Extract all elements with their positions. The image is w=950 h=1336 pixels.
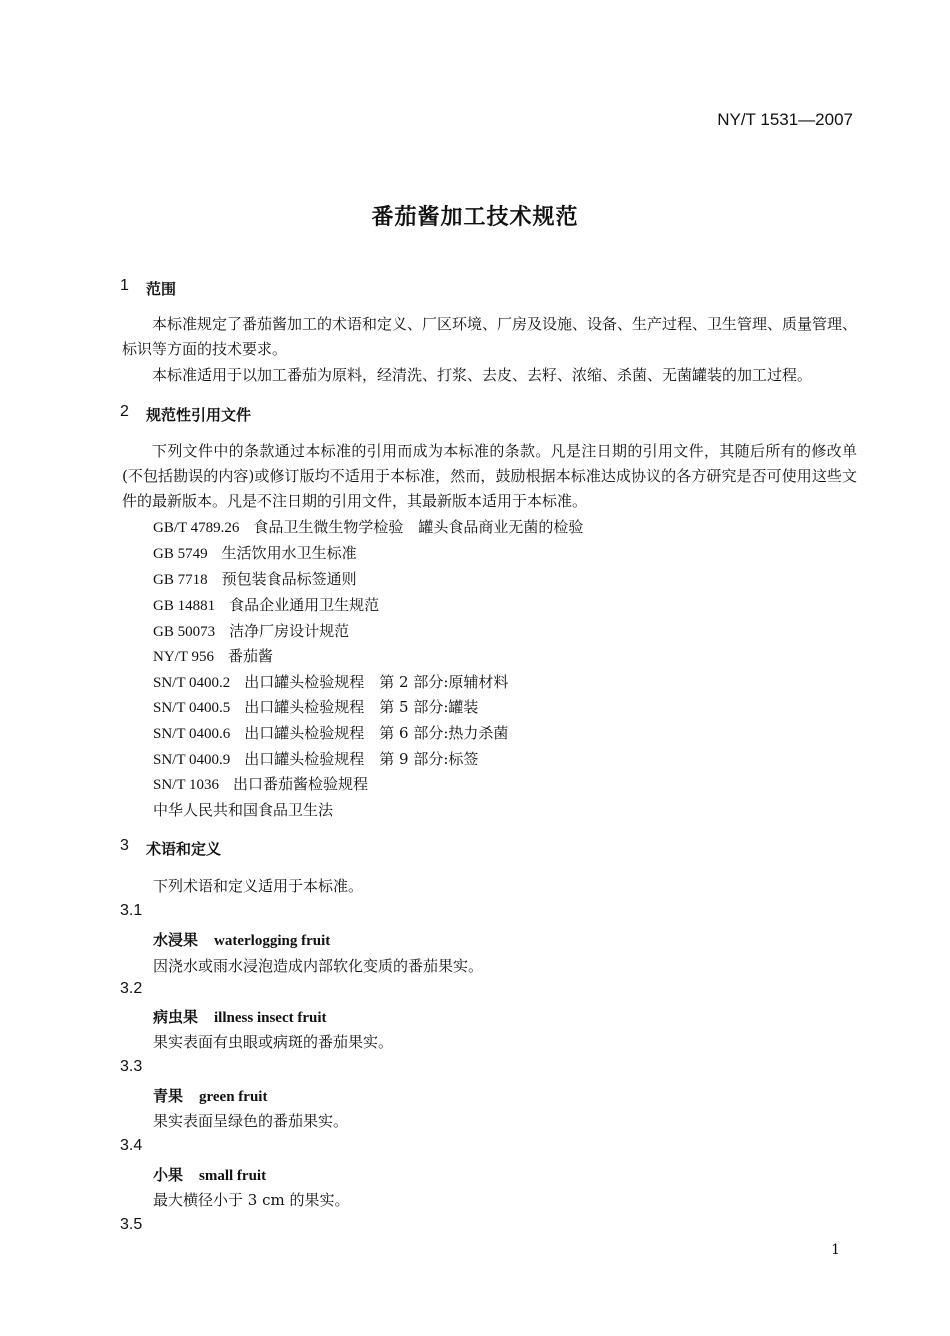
term-definition: 果实表面有虫眼或病斑的番茄果实。 xyxy=(153,1033,394,1051)
section-2-title: 规范性引用文件 xyxy=(146,406,252,424)
reference-law: 中华人民共和国食品卫生法 xyxy=(153,801,334,819)
reference-item xyxy=(153,773,368,794)
reference-item xyxy=(153,516,583,537)
document-title: 番茄酱加工技术规范 xyxy=(371,205,579,230)
reference-name: 食品卫生微生物学检验 罐头食品商业无菌的检验 xyxy=(253,518,584,536)
term-english: waterlogging fruit xyxy=(214,933,331,949)
reference-code: GB/T 4789.26 xyxy=(153,520,240,536)
section-1-paragraph-1: 本标准规定了番茄酱加工的术语和定义、厂区环境、厂房及设施、设备、生产过程、卫生管理、质量管理、标识等方面的技术要求。 xyxy=(122,315,858,358)
reference-name: 出口罐头检验规程 第 5 部分:罐装 xyxy=(244,698,479,716)
clause-number: 3.3 xyxy=(120,1058,143,1075)
reference-name: 出口罐头检验规程 第 2 部分:原辅材料 xyxy=(244,673,509,691)
section-1-number: 1 xyxy=(120,277,129,294)
term-english: illness insect fruit xyxy=(214,1010,327,1026)
section-3-number: 3 xyxy=(120,837,129,854)
reference-item xyxy=(153,620,349,641)
term-definition: 果实表面呈绿色的番茄果实。 xyxy=(153,1112,349,1130)
page-number: 1 xyxy=(831,1242,840,1258)
clause-number: 3.5 xyxy=(120,1216,143,1233)
clause-number: 3.2 xyxy=(120,980,143,997)
reference-code: GB 5749 xyxy=(153,546,208,562)
term-heading xyxy=(153,1085,267,1106)
section-2-number: 2 xyxy=(120,403,129,420)
reference-name: 洁净厂房设计规范 xyxy=(229,622,350,640)
term-definition: 最大横径小于 3 cm 的果实。 xyxy=(153,1191,350,1209)
reference-name: 出口罐头检验规程 第 9 部分:标签 xyxy=(244,750,479,768)
reference-code: SN/T 1036 xyxy=(153,777,219,793)
reference-item xyxy=(153,645,273,666)
term-heading xyxy=(153,1006,327,1027)
term-heading xyxy=(153,929,330,950)
section-3-intro: 下列术语和定义适用于本标准。 xyxy=(153,877,364,895)
section-2-paragraph: 下列文件中的条款通过本标准的引用而成为本标准的条款。凡是注日期的引用文件，其随后所有的修改单(不包括勘误的内容)或修订版均不适用于本标准，然而，鼓励根据本标准达成协议的各方研究是否可使用这些文件的最新版本。凡是不注日期的引用文件，其最新版本适用于本标准。 xyxy=(122,442,857,510)
term-chinese: 水浸果 xyxy=(153,931,199,949)
section-1-title: 范围 xyxy=(146,280,177,298)
section-1-paragraph-2: 本标准适用于以加工番茄为原料，经清洗、打浆、去皮、去籽、浓缩、杀菌、无菌罐装的加工过程。 xyxy=(152,366,813,384)
reference-item xyxy=(153,542,357,563)
reference-item xyxy=(153,722,508,743)
reference-name: 生活饮用水卫生标准 xyxy=(221,544,357,562)
term-definition: 因浇水或雨水浸泡造成内部软化变质的番茄果实。 xyxy=(153,957,484,975)
reference-code: GB 50073 xyxy=(153,624,216,640)
reference-item xyxy=(153,748,478,769)
term-english: small fruit xyxy=(199,1168,267,1184)
reference-name: 食品企业通用卫生规范 xyxy=(229,596,380,614)
standard-number: NY/T 1531—2007 xyxy=(717,110,853,129)
section-3-title: 术语和定义 xyxy=(146,840,222,858)
reference-name: 番茄酱 xyxy=(227,647,273,665)
reference-code: SN/T 0400.2 xyxy=(153,675,231,691)
clause-number: 3.4 xyxy=(120,1137,143,1154)
term-chinese: 小果 xyxy=(153,1166,184,1184)
reference-code: SN/T 0400.9 xyxy=(153,752,231,768)
term-english: green fruit xyxy=(199,1089,268,1105)
reference-code: SN/T 0400.5 xyxy=(153,700,231,716)
reference-code: GB 7718 xyxy=(153,572,208,588)
term-heading xyxy=(153,1164,266,1185)
clause-number: 3.1 xyxy=(120,902,143,919)
term-chinese: 青果 xyxy=(153,1087,184,1105)
reference-name: 预包装食品标签通则 xyxy=(221,570,357,588)
reference-name: 出口番茄酱检验规程 xyxy=(232,775,368,793)
reference-item xyxy=(153,594,379,615)
reference-item xyxy=(153,568,357,589)
reference-item xyxy=(153,696,478,717)
reference-name: 出口罐头检验规程 第 6 部分:热力杀菌 xyxy=(244,724,509,742)
term-chinese: 病虫果 xyxy=(153,1008,199,1026)
reference-code: GB 14881 xyxy=(153,598,216,614)
reference-item xyxy=(153,671,508,692)
reference-code: NY/T 956 xyxy=(153,649,214,665)
reference-code: SN/T 0400.6 xyxy=(153,726,231,742)
